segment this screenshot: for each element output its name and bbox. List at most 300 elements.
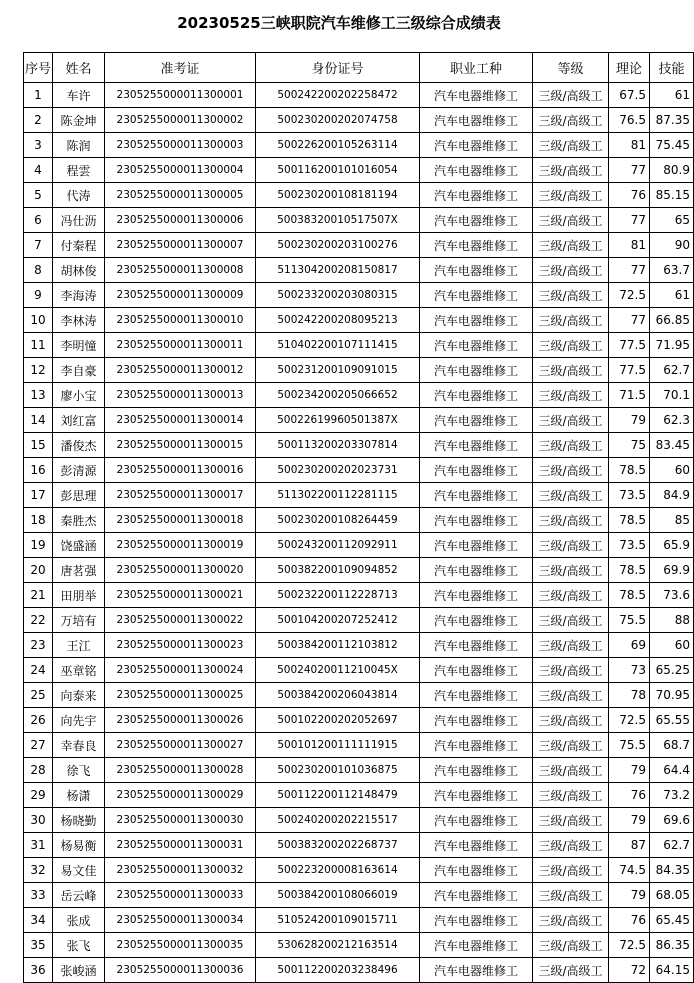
seq-cell: 13 (24, 383, 53, 408)
trade-cell: 汽车电器维修工 (420, 808, 533, 833)
name-cell: 田朋举 (53, 583, 105, 608)
trade-cell: 汽车电器维修工 (420, 158, 533, 183)
seq-cell: 12 (24, 358, 53, 383)
table-row (24, 733, 694, 758)
id-number-cell: 530628200212163514 (256, 933, 420, 958)
id-number-cell: 500230200108264459 (256, 508, 420, 533)
table-row (24, 708, 694, 733)
header-row (24, 53, 694, 83)
seq-cell: 5 (24, 183, 53, 208)
seq-cell: 26 (24, 708, 53, 733)
skill-score-cell: 64.4 (650, 758, 694, 783)
seq-cell: 36 (24, 958, 53, 983)
level-cell: 三级/高级工 (533, 158, 609, 183)
seq-cell: 4 (24, 158, 53, 183)
skill-score-cell: 65 (650, 208, 694, 233)
col-trade-header: 职业工种 (420, 53, 533, 83)
trade-cell: 汽车电器维修工 (420, 233, 533, 258)
table-row (24, 183, 694, 208)
table-row (24, 533, 694, 558)
trade-cell: 汽车电器维修工 (420, 708, 533, 733)
table-row (24, 908, 694, 933)
name-cell: 饶盛涵 (53, 533, 105, 558)
trade-cell: 汽车电器维修工 (420, 83, 533, 108)
level-cell: 三级/高级工 (533, 83, 609, 108)
exam-id-cell: 2305255000011300032 (105, 858, 256, 883)
trade-cell: 汽车电器维修工 (420, 683, 533, 708)
seq-cell: 20 (24, 558, 53, 583)
id-number-cell: 50038320010517507X (256, 208, 420, 233)
trade-cell: 汽车电器维修工 (420, 883, 533, 908)
level-cell: 三级/高级工 (533, 458, 609, 483)
name-cell: 唐茗强 (53, 558, 105, 583)
table-row (24, 233, 694, 258)
skill-score-cell: 61 (650, 283, 694, 308)
seq-cell: 34 (24, 908, 53, 933)
id-number-cell: 500101200111111915 (256, 733, 420, 758)
id-number-cell: 500233200203080315 (256, 283, 420, 308)
skill-score-cell: 83.45 (650, 433, 694, 458)
id-number-cell: 500113200203307814 (256, 433, 420, 458)
seq-cell: 25 (24, 683, 53, 708)
trade-cell: 汽车电器维修工 (420, 333, 533, 358)
level-cell: 三级/高级工 (533, 433, 609, 458)
level-cell: 三级/高级工 (533, 408, 609, 433)
theory-score-cell: 72 (609, 958, 650, 983)
name-cell: 陈金坤 (53, 108, 105, 133)
level-cell: 三级/高级工 (533, 783, 609, 808)
skill-score-cell: 63.7 (650, 258, 694, 283)
table-row (24, 308, 694, 333)
name-cell: 张峻涵 (53, 958, 105, 983)
seq-cell: 32 (24, 858, 53, 883)
theory-score-cell: 78.5 (609, 558, 650, 583)
table-row (24, 458, 694, 483)
col-name-header: 姓名 (53, 53, 105, 83)
theory-score-cell: 79 (609, 758, 650, 783)
id-number-cell: 50024020011210045X (256, 658, 420, 683)
theory-score-cell: 77.5 (609, 358, 650, 383)
theory-score-cell: 72.5 (609, 933, 650, 958)
theory-score-cell: 75.5 (609, 608, 650, 633)
level-cell: 三级/高级工 (533, 883, 609, 908)
skill-score-cell: 69.9 (650, 558, 694, 583)
seq-cell: 27 (24, 733, 53, 758)
theory-score-cell: 81 (609, 233, 650, 258)
table-row (24, 333, 694, 358)
level-cell: 三级/高级工 (533, 683, 609, 708)
id-number-cell: 500384200108066019 (256, 883, 420, 908)
seq-cell: 9 (24, 283, 53, 308)
exam-id-cell: 2305255000011300015 (105, 433, 256, 458)
exam-id-cell: 2305255000011300028 (105, 758, 256, 783)
seq-cell: 14 (24, 408, 53, 433)
theory-score-cell: 79 (609, 808, 650, 833)
exam-id-cell: 2305255000011300031 (105, 833, 256, 858)
level-cell: 三级/高级工 (533, 483, 609, 508)
id-number-cell: 500240200202215517 (256, 808, 420, 833)
skill-score-cell: 88 (650, 608, 694, 633)
skill-score-cell: 71.95 (650, 333, 694, 358)
seq-cell: 8 (24, 258, 53, 283)
level-cell: 三级/高级工 (533, 533, 609, 558)
exam-id-cell: 2305255000011300029 (105, 783, 256, 808)
seq-cell: 7 (24, 233, 53, 258)
skill-score-cell: 70.1 (650, 383, 694, 408)
exam-id-cell: 2305255000011300016 (105, 458, 256, 483)
theory-score-cell: 67.5 (609, 83, 650, 108)
name-cell: 李海涛 (53, 283, 105, 308)
id-number-cell: 500116200101016054 (256, 158, 420, 183)
id-number-cell: 500384200112103812 (256, 633, 420, 658)
name-cell: 杨晓勤 (53, 808, 105, 833)
theory-score-cell: 72.5 (609, 283, 650, 308)
exam-id-cell: 2305255000011300008 (105, 258, 256, 283)
id-number-cell: 510402200107111415 (256, 333, 420, 358)
seq-cell: 28 (24, 758, 53, 783)
level-cell: 三级/高级工 (533, 808, 609, 833)
id-number-cell: 500102200202052697 (256, 708, 420, 733)
exam-id-cell: 2305255000011300027 (105, 733, 256, 758)
table-row (24, 158, 694, 183)
theory-score-cell: 78.5 (609, 458, 650, 483)
level-cell: 三级/高级工 (533, 833, 609, 858)
table-row (24, 633, 694, 658)
seq-cell: 18 (24, 508, 53, 533)
table-row (24, 108, 694, 133)
skill-score-cell: 62.7 (650, 358, 694, 383)
table-row (24, 208, 694, 233)
skill-score-cell: 70.95 (650, 683, 694, 708)
level-cell: 三级/高级工 (533, 508, 609, 533)
skill-score-cell: 85 (650, 508, 694, 533)
level-cell: 三级/高级工 (533, 958, 609, 983)
name-cell: 李林涛 (53, 308, 105, 333)
level-cell: 三级/高级工 (533, 733, 609, 758)
exam-id-cell: 2305255000011300030 (105, 808, 256, 833)
id-number-cell: 511302200112281115 (256, 483, 420, 508)
table-row (24, 258, 694, 283)
seq-cell: 35 (24, 933, 53, 958)
theory-score-cell: 78.5 (609, 583, 650, 608)
name-cell: 幸春良 (53, 733, 105, 758)
exam-id-cell: 2305255000011300001 (105, 83, 256, 108)
skill-score-cell: 68.05 (650, 883, 694, 908)
id-number-cell: 500242200208095213 (256, 308, 420, 333)
trade-cell: 汽车电器维修工 (420, 958, 533, 983)
theory-score-cell: 72.5 (609, 708, 650, 733)
theory-score-cell: 69 (609, 633, 650, 658)
seq-cell: 31 (24, 833, 53, 858)
table-row (24, 283, 694, 308)
table-row (24, 783, 694, 808)
trade-cell: 汽车电器维修工 (420, 208, 533, 233)
exam-id-cell: 2305255000011300035 (105, 933, 256, 958)
level-cell: 三级/高级工 (533, 233, 609, 258)
col-exam-id-header: 准考证 (105, 53, 256, 83)
id-number-cell: 500230200101036875 (256, 758, 420, 783)
skill-score-cell: 73.6 (650, 583, 694, 608)
id-number-cell: 500223200008163614 (256, 858, 420, 883)
table-row (24, 658, 694, 683)
theory-score-cell: 73.5 (609, 533, 650, 558)
table-row (24, 558, 694, 583)
id-number-cell: 500226200105263114 (256, 133, 420, 158)
level-cell: 三级/高级工 (533, 658, 609, 683)
exam-id-cell: 2305255000011300020 (105, 558, 256, 583)
exam-id-cell: 2305255000011300022 (105, 608, 256, 633)
name-cell: 杨易衡 (53, 833, 105, 858)
table-row (24, 583, 694, 608)
trade-cell: 汽车电器维修工 (420, 608, 533, 633)
id-number-cell: 500112200112148479 (256, 783, 420, 808)
level-cell: 三级/高级工 (533, 108, 609, 133)
exam-id-cell: 2305255000011300021 (105, 583, 256, 608)
seq-cell: 22 (24, 608, 53, 633)
theory-score-cell: 76 (609, 183, 650, 208)
name-cell: 岳云峰 (53, 883, 105, 908)
exam-id-cell: 2305255000011300023 (105, 633, 256, 658)
id-number-cell: 500382200109094852 (256, 558, 420, 583)
exam-id-cell: 2305255000011300036 (105, 958, 256, 983)
table-row (24, 858, 694, 883)
name-cell: 胡林俊 (53, 258, 105, 283)
seq-cell: 2 (24, 108, 53, 133)
skill-score-cell: 65.9 (650, 533, 694, 558)
theory-score-cell: 87 (609, 833, 650, 858)
theory-score-cell: 73.5 (609, 483, 650, 508)
id-number-cell: 50022619960501387X (256, 408, 420, 433)
id-number-cell: 500234200205066652 (256, 383, 420, 408)
skill-score-cell: 87.35 (650, 108, 694, 133)
skill-score-cell: 62.7 (650, 833, 694, 858)
name-cell: 万培有 (53, 608, 105, 633)
id-number-cell: 500384200206043814 (256, 683, 420, 708)
level-cell: 三级/高级工 (533, 933, 609, 958)
trade-cell: 汽车电器维修工 (420, 633, 533, 658)
level-cell: 三级/高级工 (533, 908, 609, 933)
exam-id-cell: 2305255000011300010 (105, 308, 256, 333)
name-cell: 廖小宝 (53, 383, 105, 408)
table-row (24, 483, 694, 508)
trade-cell: 汽车电器维修工 (420, 508, 533, 533)
exam-id-cell: 2305255000011300002 (105, 108, 256, 133)
exam-id-cell: 2305255000011300004 (105, 158, 256, 183)
exam-id-cell: 2305255000011300012 (105, 358, 256, 383)
exam-id-cell: 2305255000011300033 (105, 883, 256, 908)
skill-score-cell: 62.3 (650, 408, 694, 433)
seq-cell: 6 (24, 208, 53, 233)
level-cell: 三级/高级工 (533, 383, 609, 408)
trade-cell: 汽车电器维修工 (420, 183, 533, 208)
level-cell: 三级/高级工 (533, 333, 609, 358)
table-row (24, 833, 694, 858)
id-number-cell: 500230200202023731 (256, 458, 420, 483)
theory-score-cell: 77 (609, 158, 650, 183)
seq-cell: 1 (24, 83, 53, 108)
trade-cell: 汽车电器维修工 (420, 558, 533, 583)
exam-id-cell: 2305255000011300007 (105, 233, 256, 258)
theory-score-cell: 81 (609, 133, 650, 158)
trade-cell: 汽车电器维修工 (420, 533, 533, 558)
skill-score-cell: 75.45 (650, 133, 694, 158)
name-cell: 彭思理 (53, 483, 105, 508)
theory-score-cell: 75 (609, 433, 650, 458)
exam-id-cell: 2305255000011300018 (105, 508, 256, 533)
skill-score-cell: 68.7 (650, 733, 694, 758)
level-cell: 三级/高级工 (533, 133, 609, 158)
level-cell: 三级/高级工 (533, 308, 609, 333)
id-number-cell: 510524200109015711 (256, 908, 420, 933)
exam-id-cell: 2305255000011300006 (105, 208, 256, 233)
skill-score-cell: 65.55 (650, 708, 694, 733)
name-cell: 李自豪 (53, 358, 105, 383)
theory-score-cell: 77 (609, 308, 650, 333)
level-cell: 三级/高级工 (533, 283, 609, 308)
table-row (24, 508, 694, 533)
theory-score-cell: 76 (609, 783, 650, 808)
theory-score-cell: 79 (609, 883, 650, 908)
skill-score-cell: 65.25 (650, 658, 694, 683)
skill-score-cell: 69.6 (650, 808, 694, 833)
score-table (23, 52, 694, 983)
table-row (24, 133, 694, 158)
exam-id-cell: 2305255000011300011 (105, 333, 256, 358)
seq-cell: 16 (24, 458, 53, 483)
col-level-header: 等级 (533, 53, 609, 83)
name-cell: 冯仕沥 (53, 208, 105, 233)
col-skill-header: 技能 (650, 53, 694, 83)
seq-cell: 33 (24, 883, 53, 908)
id-number-cell: 500230200203100276 (256, 233, 420, 258)
exam-id-cell: 2305255000011300034 (105, 908, 256, 933)
skill-score-cell: 61 (650, 83, 694, 108)
id-number-cell: 500230200108181194 (256, 183, 420, 208)
seq-cell: 29 (24, 783, 53, 808)
table-row (24, 958, 694, 983)
exam-id-cell: 2305255000011300017 (105, 483, 256, 508)
theory-score-cell: 76.5 (609, 108, 650, 133)
level-cell: 三级/高级工 (533, 358, 609, 383)
trade-cell: 汽车电器维修工 (420, 408, 533, 433)
table-body (24, 83, 694, 983)
name-cell: 程雲 (53, 158, 105, 183)
name-cell: 秦胜杰 (53, 508, 105, 533)
trade-cell: 汽车电器维修工 (420, 133, 533, 158)
trade-cell: 汽车电器维修工 (420, 283, 533, 308)
table-row (24, 83, 694, 108)
skill-score-cell: 73.2 (650, 783, 694, 808)
document-title: 20230525三峡职院汽车维修工三级综合成绩表 (177, 14, 501, 32)
level-cell: 三级/高级工 (533, 858, 609, 883)
seq-cell: 10 (24, 308, 53, 333)
id-number-cell: 500231200109091015 (256, 358, 420, 383)
name-cell: 向泰来 (53, 683, 105, 708)
col-seq-header: 序号 (24, 53, 53, 83)
table-row (24, 808, 694, 833)
id-number-cell: 500383200202268737 (256, 833, 420, 858)
trade-cell: 汽车电器维修工 (420, 108, 533, 133)
level-cell: 三级/高级工 (533, 183, 609, 208)
exam-id-cell: 2305255000011300014 (105, 408, 256, 433)
exam-id-cell: 2305255000011300019 (105, 533, 256, 558)
exam-id-cell: 2305255000011300024 (105, 658, 256, 683)
skill-score-cell: 84.35 (650, 858, 694, 883)
level-cell: 三级/高级工 (533, 758, 609, 783)
seq-cell: 3 (24, 133, 53, 158)
skill-score-cell: 84.9 (650, 483, 694, 508)
id-number-cell: 500242200202258472 (256, 83, 420, 108)
table-row (24, 358, 694, 383)
exam-id-cell: 2305255000011300026 (105, 708, 256, 733)
seq-cell: 19 (24, 533, 53, 558)
exam-id-cell: 2305255000011300003 (105, 133, 256, 158)
theory-score-cell: 71.5 (609, 383, 650, 408)
trade-cell: 汽车电器维修工 (420, 583, 533, 608)
id-number-cell: 500232200112228713 (256, 583, 420, 608)
theory-score-cell: 77 (609, 258, 650, 283)
name-cell: 张成 (53, 908, 105, 933)
level-cell: 三级/高级工 (533, 258, 609, 283)
name-cell: 车许 (53, 83, 105, 108)
id-number-cell: 511304200208150817 (256, 258, 420, 283)
trade-cell: 汽车电器维修工 (420, 783, 533, 808)
trade-cell: 汽车电器维修工 (420, 308, 533, 333)
seq-cell: 17 (24, 483, 53, 508)
theory-score-cell: 75.5 (609, 733, 650, 758)
exam-id-cell: 2305255000011300005 (105, 183, 256, 208)
skill-score-cell: 65.45 (650, 908, 694, 933)
name-cell: 易文佳 (53, 858, 105, 883)
name-cell: 向先宇 (53, 708, 105, 733)
seq-cell: 24 (24, 658, 53, 683)
trade-cell: 汽车电器维修工 (420, 258, 533, 283)
skill-score-cell: 90 (650, 233, 694, 258)
skill-score-cell: 86.35 (650, 933, 694, 958)
table-row (24, 683, 694, 708)
trade-cell: 汽车电器维修工 (420, 908, 533, 933)
name-cell: 付秦程 (53, 233, 105, 258)
level-cell: 三级/高级工 (533, 633, 609, 658)
trade-cell: 汽车电器维修工 (420, 833, 533, 858)
id-number-cell: 500243200112092911 (256, 533, 420, 558)
name-cell: 徐飞 (53, 758, 105, 783)
name-cell: 彭清源 (53, 458, 105, 483)
theory-score-cell: 78.5 (609, 508, 650, 533)
name-cell: 杨潇 (53, 783, 105, 808)
name-cell: 陈润 (53, 133, 105, 158)
level-cell: 三级/高级工 (533, 708, 609, 733)
skill-score-cell: 80.9 (650, 158, 694, 183)
trade-cell: 汽车电器维修工 (420, 658, 533, 683)
trade-cell: 汽车电器维修工 (420, 483, 533, 508)
theory-score-cell: 76 (609, 908, 650, 933)
trade-cell: 汽车电器维修工 (420, 358, 533, 383)
theory-score-cell: 79 (609, 408, 650, 433)
skill-score-cell: 64.15 (650, 958, 694, 983)
trade-cell: 汽车电器维修工 (420, 933, 533, 958)
theory-score-cell: 74.5 (609, 858, 650, 883)
theory-score-cell: 78 (609, 683, 650, 708)
id-number-cell: 500230200202074758 (256, 108, 420, 133)
table-row (24, 758, 694, 783)
exam-id-cell: 2305255000011300013 (105, 383, 256, 408)
table-row (24, 433, 694, 458)
exam-id-cell: 2305255000011300009 (105, 283, 256, 308)
trade-cell: 汽车电器维修工 (420, 433, 533, 458)
name-cell: 刘红富 (53, 408, 105, 433)
seq-cell: 23 (24, 633, 53, 658)
